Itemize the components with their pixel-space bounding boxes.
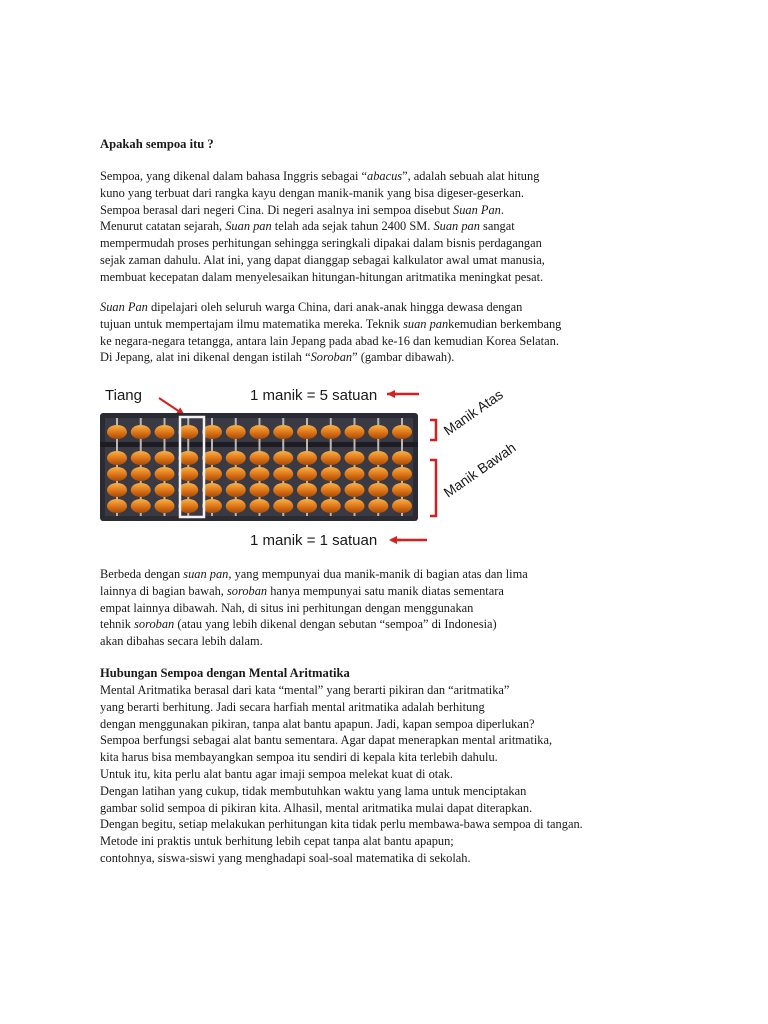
abacus-bead [368, 467, 388, 481]
abacus-bead [392, 451, 412, 465]
text-line: Dengan begitu, setiap melakukan perhitungan kita tidak perlu membawa-bawa sempoa di tangan. [100, 817, 583, 832]
abacus-bead [368, 483, 388, 497]
text-line: empat lainnya dibawah. Nah, di situs ini perhitungan dengan menggunakan [100, 600, 474, 615]
abacus-bead [226, 499, 246, 513]
abacus-bead [321, 499, 341, 513]
paragraph-2 [100, 299, 660, 366]
heading-hubungan-sempoa: Hubungan Sempoa dengan Mental Aritmatika [100, 666, 350, 680]
abacus-bead [368, 425, 388, 439]
abacus-bead [107, 425, 127, 439]
text-line: Metode ini praktis untuk berhitung lebih cepat tanpa alat bantu apapun; [100, 834, 454, 849]
abacus-bead [131, 467, 151, 481]
abacus-bead [273, 451, 293, 465]
label-one-bead-five: 1 manik = 5 satuan [250, 387, 378, 404]
abacus-bead [250, 499, 270, 513]
abacus-bead [250, 425, 270, 439]
label-manik-atas: Manik Atas [440, 386, 506, 439]
text-line: gambar solid sempoa di pikiran kita. Alhasil, mental aritmatika mulai dapat diterapkan. [100, 800, 533, 815]
abacus-bead [226, 483, 246, 497]
text-line: Dengan latihan yang cukup, tidak membutuhkan waktu yang lama untuk menciptakan [100, 783, 527, 798]
abacus-bead [392, 425, 412, 439]
abacus-bead [345, 483, 365, 497]
arrow-tiang [159, 398, 183, 414]
text-line: Untuk itu, kita perlu alat bantu agar imaji sempoa melekat kuat di otak. [100, 766, 454, 781]
text-line: ke negara-negara tetangga, antara lain Jepang pada abad ke-16 dan kemudian Korea Selatan. [100, 333, 559, 348]
abacus-bead [107, 467, 127, 481]
bracket-manik-bawah [430, 460, 436, 516]
abacus-bead [226, 451, 246, 465]
abacus-bead [155, 499, 175, 513]
abacus-bead [297, 499, 317, 513]
abacus-bead [250, 451, 270, 465]
text-line: tujuan untuk mempertajam ilmu matematika mereka. Teknik suan pankemudian berkembang [100, 316, 562, 331]
label-manik-bawah: Manik Bawah [440, 439, 519, 501]
abacus-bead [131, 451, 151, 465]
abacus-bead [226, 467, 246, 481]
abacus-bead [107, 483, 127, 497]
text-line: contohnya, siswa-siswi yang menghadapi soal-soal matematika di sekolah. [100, 850, 471, 865]
abacus-bead [368, 451, 388, 465]
bracket-labels [424, 376, 534, 554]
abacus-bead [226, 425, 246, 439]
text-line: Di Jepang, alat ini dikenal dengan istilah “Soroban” (gambar dibawah). [100, 350, 455, 365]
text-line: Mental Aritmatika berasal dari kata “mental” yang berarti pikiran dan “aritmatika” [100, 683, 510, 697]
text-line: Sempoa berfungsi sebagai alat bantu sementara. Agar dapat menerapkan mental aritmatika, [100, 733, 553, 748]
text-line: akan dibahas secara lebih dalam. [100, 634, 263, 649]
heading-apakah-sempoa: Apakah sempoa itu ? [100, 137, 214, 151]
abacus-bead [392, 467, 412, 481]
abacus-bead [392, 499, 412, 513]
text-line: Sempoa, yang dikenal dalam bahasa Inggris sebagai “abacus”, adalah sebuah alat hitung [100, 169, 540, 183]
paragraph-1 [100, 168, 660, 286]
abacus-bead [297, 451, 317, 465]
text-line: mempermudah proses perhitungan sehingga seringkali dipakai dalam bisnis perdagangan [100, 236, 542, 251]
abacus-bead [107, 499, 127, 513]
text-line: lainnya di bagian bawah, soroban hanya mempunyai satu manik diatas sementara [100, 583, 504, 598]
abacus-bead [321, 425, 341, 439]
abacus-bead [345, 467, 365, 481]
text-line: sejak zaman dahulu. Alat ini, yang dapat dianggap sebagai kalkulator awal umat manusia, [100, 252, 545, 267]
abacus-bead [273, 483, 293, 497]
abacus-bead [131, 425, 151, 439]
label-one-bead-one: 1 manik = 1 satuan [250, 532, 378, 549]
text-line: yang berarti berhitung. Jadi secara harfiah mental aritmatika adalah berhitung [100, 699, 485, 714]
abacus-bead [273, 499, 293, 513]
abacus-bead [321, 451, 341, 465]
abacus-bead [368, 499, 388, 513]
text-line: Berbeda dengan suan pan, yang mempunyai dua manik-manik di bagian atas dan lima [100, 567, 528, 581]
text-line: dengan menggunakan pikiran, tanpa alat bantu apapun. Jadi, kapan sempoa diperlukan? [100, 716, 535, 731]
abacus-bead [345, 451, 365, 465]
abacus-bead [155, 467, 175, 481]
text-line: membuat kecepatan dalam menyelesaikan hitungan-hitungan aritmatika meningkat pesat. [100, 269, 544, 284]
abacus-bead [321, 483, 341, 497]
abacus-bead [273, 467, 293, 481]
abacus-bead [297, 483, 317, 497]
paragraph-4 [100, 682, 660, 867]
abacus-bead [345, 499, 365, 513]
abacus-bead [297, 467, 317, 481]
text-line: kita harus bisa membayangkan sempoa itu sendiri di kepala kita terlebih dahulu. [100, 750, 498, 765]
abacus-bead [321, 467, 341, 481]
abacus-bead [131, 499, 151, 513]
soroban-figure [97, 376, 427, 554]
text-line: Menurut catatan sejarah, Suan pan telah ada sejak tahun 2400 SM. Suan pan sangat [100, 219, 515, 234]
bracket-manik-atas [430, 420, 436, 440]
abacus-bead [250, 483, 270, 497]
text-line: Sempoa berasal dari negeri Cina. Di negeri asalnya ini sempoa disebut Suan Pan. [100, 202, 504, 217]
abacus-bead [273, 425, 293, 439]
text-line: kuno yang terbuat dari rangka kayu dengan manik-manik yang bisa digeser-geserkan. [100, 185, 524, 200]
abacus-bead [107, 451, 127, 465]
abacus-bead [131, 483, 151, 497]
abacus-bead [297, 425, 317, 439]
paragraph-3 [100, 566, 660, 650]
abacus-bead [155, 451, 175, 465]
abacus-bead [345, 425, 365, 439]
text-line: tehnik soroban (atau yang lebih dikenal dengan sebutan “sempoa” di Indonesia) [100, 617, 497, 632]
abacus-bead [155, 425, 175, 439]
abacus-bead [155, 483, 175, 497]
label-tiang: Tiang [105, 387, 142, 404]
abacus-bead [250, 467, 270, 481]
abacus-bead [392, 483, 412, 497]
text-line: Suan Pan dipelajari oleh seluruh warga China, dari anak-anak hingga dewasa dengan [100, 300, 523, 314]
